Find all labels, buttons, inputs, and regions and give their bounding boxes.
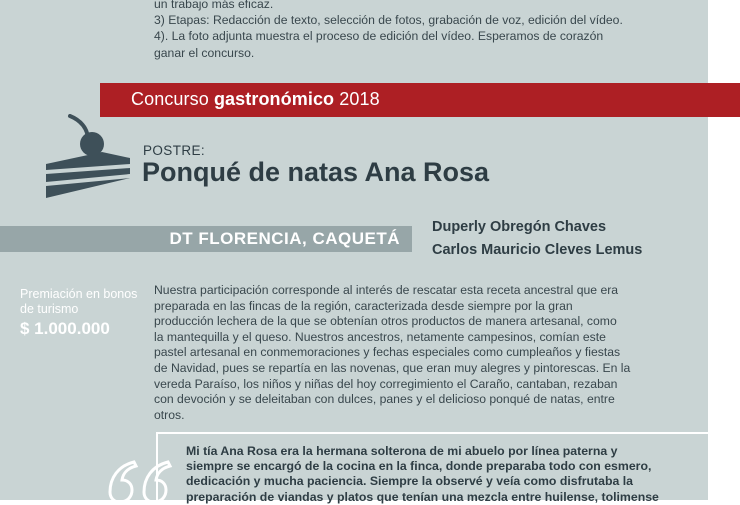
body-line: producción lechera de la que se obtenían otros productos de manera artesanal, como — [154, 314, 617, 329]
dish-title: Ponqué de natas Ana Rosa — [142, 157, 490, 187]
quote-mark-icon — [106, 458, 176, 502]
dish-kicker: POSTRE: — [143, 143, 206, 158]
intro-line: 3) Etapas: Redacción de texto, selección de fotos, grabación de voz, edición del vídeo. — [154, 13, 623, 28]
banner-suffix: 2018 — [334, 89, 380, 109]
location-label: DT FLORENCIA, CAQUETÁ — [169, 229, 400, 248]
body-line: vereda Paraíso, los niños y niñas del hoy corregimiento el Caraño, cantaban, rezaban — [154, 376, 618, 391]
author-name: Carlos Mauricio Cleves Lemus — [432, 242, 643, 258]
quote-line: preparación de viandas y platos que tenían una mezcla entre huilense, tolimense — [186, 489, 659, 504]
quote-line: siempre se encargó de la cocina en la finca, donde preparaba todo con esmero, — [186, 459, 652, 474]
body-line: la mantequilla y el queso. Nuestros ancestros, netamente campesinos, comían este — [154, 329, 606, 344]
intro-line: 4). La foto adjunta muestra el proceso de edición del vídeo. Esperamos de corazón — [154, 29, 604, 44]
intro-line: ganar el concurso. — [154, 45, 255, 60]
banner-bold: gastronómico — [213, 89, 335, 109]
body-line: preparada en las fincas de la región, caracterizada desde siempre por la gran — [154, 298, 573, 313]
contest-banner — [100, 83, 740, 117]
body-line: otros. — [154, 407, 185, 422]
prize-amount: $ 1.000.000 — [20, 319, 110, 338]
cake-slice-icon — [44, 114, 134, 204]
body-text — [154, 283, 694, 423]
body-line: con devoción y se deleitaban con dulces, panes y el delicioso ponqué de natas, entre — [154, 392, 615, 407]
quote-text — [186, 444, 696, 505]
quote-line: Mi tía Ana Rosa era la hermana solterona de mi abuelo por línea paterna y — [186, 444, 618, 458]
prize-label: Premiación en bonos de turismo — [20, 287, 138, 316]
body-line: de Navidad, pues se repartía en las novenas, que eran muy alegres y pintorescas. En la — [154, 360, 631, 375]
intro-text — [154, 0, 674, 61]
banner-title — [131, 89, 380, 110]
author-name: Duperly Obregón Chaves — [432, 219, 607, 235]
quote-line: dedicación y mucha paciencia. Siempre la observé y veía como disfrutaba la — [186, 474, 633, 489]
location-bar — [0, 226, 412, 252]
intro-line: un trabajo más eficaz. — [154, 0, 274, 11]
body-line: pastel artesanal en conmemoraciones y fechas especiales como cumpleaños y fiestas — [154, 345, 621, 360]
quote-border-top — [156, 432, 708, 434]
banner-prefix: Concurso — [131, 89, 214, 109]
body-line: Nuestra participación corresponde al interés de rescatar esta receta ancestral que era — [154, 283, 619, 297]
